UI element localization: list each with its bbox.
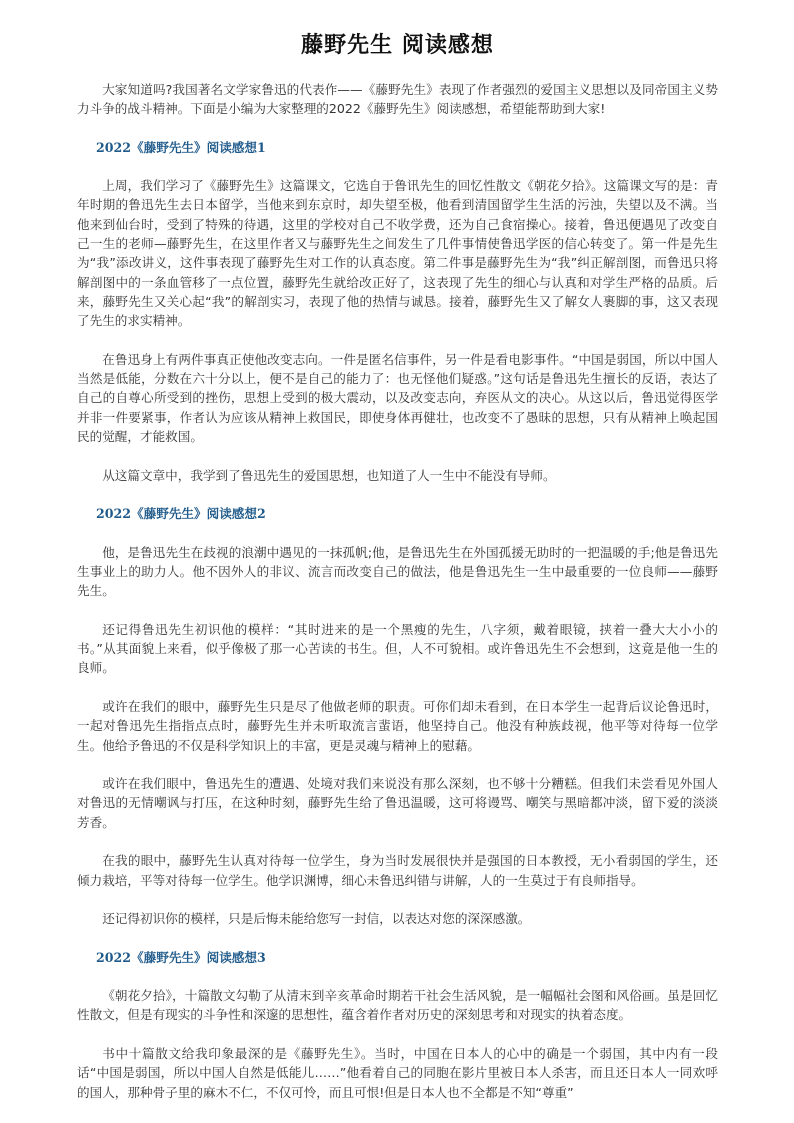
page-title: 藤野先生 阅读感想: [301, 33, 494, 58]
paragraph: 在鲁迅身上有两件事真正使他改变志向。一件是匿名信事件，另一件是看电影事件。“中国是弱国，所以中国人当然是低能，分数在六十分以上，便不是自己的能力了：也无怪他们疑惑。”这句话是鲁迅先生擅长的反语，表达了自己的自尊心所受到的挫伤，思想上受到的极大震动，以及改变志向，弃医从文的决心。从这以后，鲁迅觉得医学并非一件要紧事，作者认为应该从精神上救国民，即使身体再健壮，也改变不了愚昧的思想，只有从精神上唤起国民的觉醒，才能救国。: [77, 351, 718, 445]
paragraph: 《朝花夕拾》，十篇散文勾勒了从清末到辛亥革命时期若干社会生活风貌，是一幅幅社会图和风俗画。虽是回忆性散文，但是有现实的斗争性和深邃的思想性，蕴含着作者对历史的深刻思考和对现实的执着态度。: [77, 988, 718, 1023]
paragraph: 书中十篇散文给我印象最深的是《藤野先生》。当时，中国在日本人的心中的确是一个弱国，其中内有一段话“中国是弱国，所以中国人自然是低能儿……”他看着自己的同胞在影片里被日本人杀害，而且还日本人一同欢呼的国人，那种骨子里的麻木不仁，不仅可怜，而且可恨!但是日本人也不全都是不知“尊重”: [77, 1045, 718, 1100]
document-page: [77, 30, 718, 1121]
paragraph: 他，是鲁迅先生在歧视的浪潮中遇见的一抹孤帆;他，是鲁迅先生在外国孤援无助时的一把温暖的手;他是鲁迅先生事业上的助力人。他不因外人的非议、流言而改变自己的做法，他是鲁迅先生一生中最重要的一位良师——藤野先生。: [77, 544, 718, 599]
paragraph: 或许在我们眼中，鲁迅先生的遭遇、处境对我们来说没有那么深刻，也不够十分糟糕。但我们未尝看见外国人对鲁迅的无情嘲讽与打压，在这种时刻，藤野先生给了鲁迅温暖，这可将谩骂、嘲笑与黑暗都冲淡，留下爱的淡淡芳香。: [77, 776, 718, 830]
intro-paragraph: 大家知道吗?我国著名文学家鲁迅的代表作——《藤野先生》表现了作者强烈的爱国主义思想以及同帝国主义势力斗争的战斗精神。下面是小编为大家整理的2022《藤野先生》阅读感想，希望能帮助到大家!: [77, 82, 718, 117]
paragraph: 上周，我们学习了《藤野先生》这篇课文，它选自于鲁讯先生的回忆性散文《朝花夕拾》。这篇课文写的是：青年时期的鲁迅先生去日本留学，当他来到东京时，却失望至极，他看到清国留学生生活的污浊，失望以及不满。当他来到仙台时，受到了特殊的待遇，这里的学校对自己不收学费，还为自己食宿操心。接着，鲁迅便遇见了改变自己一生的老师—藤野先生，在这里作者又与藤野先生之间发生了几件事情使鲁迅学医的信心转变了。第一件是先生为“我”添改讲义，这件事表现了藤野先生对工作的认真态度。第二件事是藤野先生为“我”纠正解剖图，而鲁迅只将解剖图中的一条血管移了一点位置，藤野先生就给改正好了，这表现了先生的细心与认真和对学生严格的品质。后来，藤野先生又关心起“我”的解剖实习，表现了他的热情与诚恳。接着，藤野先生又了解女人裹脚的事，这又表现了先生的求实精神。: [77, 178, 718, 329]
section-heading: 2022《藤野先生》阅读感想3: [96, 949, 266, 965]
paragraph: 或许在我们的眼中，藤野先生只是尽了他做老师的职责。可你们却未看到，在日本学生一起背后议论鲁迅时，一起对鲁迅先生指指点点时，藤野先生并未听取流言蜚语，他坚持自己。他没有种族歧视，他平等对待每一位学生。他给予鲁迅的不仅是科学知识上的丰富，更是灵魂与精神上的慰藉。: [77, 698, 718, 753]
paragraph: 在我的眼中，藤野先生认真对待每一位学生，身为当时发展很快并是强国的日本教授，无小看弱国的学生，还倾力栽培，平等对待每一位学生。他学识渊博，细心未鲁迅纠错与讲解，人的一生莫过于有良师指导。: [77, 853, 718, 888]
paragraph: 从这篇文章中，我学到了鲁迅先生的爱国思想，也知道了人一生中不能没有导师。: [102, 467, 556, 483]
section-heading: 2022《藤野先生》阅读感想1: [96, 139, 266, 155]
paragraph: 还记得初识你的模样，只是后悔未能给您写一封信，以表达对您的深深感激。: [102, 911, 531, 927]
section-heading: 2022《藤野先生》阅读感想2: [96, 506, 266, 522]
paragraph: 还记得鲁迅先生初识他的模样：“其时进来的是一个黑瘦的先生，八字须，戴着眼镜，挟着一叠大大小小的书。”从其面貌上来看，似乎像极了那一心苦读的书生。但，人不可貌相。或许鲁迅先生不会想到，这竟是他一生的良师。: [77, 621, 718, 676]
